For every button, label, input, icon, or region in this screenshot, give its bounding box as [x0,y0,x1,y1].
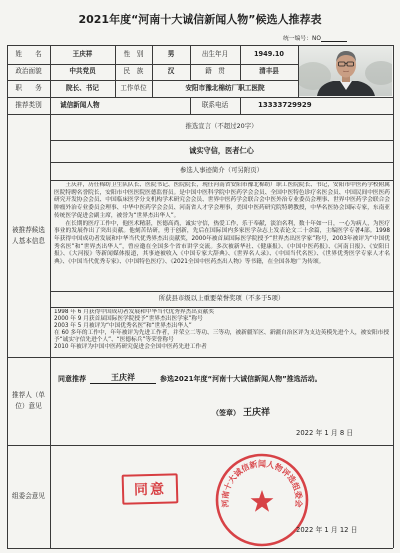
serial-blank[interactable] [321,36,347,42]
phone-value[interactable]: 13333729929 [258,101,312,110]
ethnic-label: 民 族 [123,67,144,76]
name-label: 姓 名 [15,49,42,58]
name-value[interactable]: 王庆祥 [72,49,93,58]
gender-value[interactable]: 男 [167,49,175,58]
position-label: 职 务 [15,83,42,92]
birth-label: 出生年月 [201,49,229,58]
recommender-signature [212,404,270,418]
sign-label: （签章） [212,409,240,417]
party-label: 政治面貌 [15,67,42,76]
recommend-text-after: 参选2021年度“河南十大诚信新闻人物”推选活动。 [160,375,322,383]
phone-label: 联系电话 [201,100,229,109]
list-item: 2003 年 5 月被评为“中国优秀名医”和“世界杰出华人” [54,323,192,329]
list-item: 2010 年被评为中国中医药研究促进会全国中医药先进工作者 [54,344,207,350]
birth-value[interactable]: 1949.10 [253,49,285,58]
gender-label: 性 别 [123,49,144,58]
employer-label: 工作单位 [120,83,147,92]
recommend-text-before: 同意推荐 [58,375,86,383]
deeds-header: 参选人事迹简介（可另附页） [179,166,264,175]
candidate-name-field[interactable]: 王庆祥 [90,372,156,384]
deeds-paragraph: 王庆祥，历任棉纺卫生队队长、医院书记、医院院长，现任河南省安阳市豫北棉纺厂职工医院院长、书记，安阳市中医药学校附属医院特聘名誉院长，安阳市中医医院医德监督员。是中国中医科学院中医药学会会员、全国中医特色诊疗名医会员、中国民间中医医药研究开发协会会员、中国临床医学分支机构学术研究会会员、世界中医药学会联合会中医外治专业委员会理事、世界中医药学会联合会肿瘤外治专业委员会理事、中华中医药学会会员、河南省人才学会理事，美国中医药研究院特聘教授，中华名医协会国际专家，东南亚传统医学促进会副主席，被誉为“世界杰出华人”。 [54,182,390,219]
committee-label: 组委会意见 [12,492,45,501]
deeds-body[interactable] [54,182,390,290]
seal-star-icon [251,490,274,512]
position-value[interactable]: 院长、书记 [66,83,99,92]
recommender-label: 推荐人（单位）意见 [12,391,45,410]
category-value[interactable]: 诚信新闻人物 [60,100,100,109]
serial-number [283,33,347,42]
declaration-text[interactable]: 诚实守信，医者仁心 [189,145,254,155]
list-item: 在 60 多年的工作中，年年被评为先进工作者，并荣立二等功、三等功，被新疆军区、新疆自治区评为支边英模先进个人，被安阳市授予“诚实守信先进个人”、“医德标兵”等荣誉称号 [54,330,390,343]
list-item: 2000 年 9 月获首届国际医学院授予“世界杰出医学家”称号 [54,316,203,322]
committee-date[interactable]: 2022 年 1 月 12 日 [296,526,358,534]
ethnic-value[interactable]: 汉 [167,67,175,76]
origin-value[interactable]: 清丰县 [259,67,279,76]
origin-label: 籍 贯 [205,67,225,76]
seal-text: 河南十大诚信新闻人物评选组委会 [220,459,304,508]
honors-list[interactable] [54,309,390,356]
declaration-header: 推选宣言（不超过20字） [185,122,258,131]
section-label-candidate-info: 被推荐候选人基本信息 [12,225,45,245]
recommend-statement [58,372,390,384]
category-label: 推荐类别 [15,100,42,109]
list-item: 1998 年 6 月获得中国成功者发展和中华当代优秀界杰出贡献奖 [54,309,215,315]
approval-stamp: 同意 [122,473,179,504]
deeds-paragraph: 在长期的医疗工作中，他医术精湛，医德高尚，诚实守信，热爱工作，乐于奉献，淡泊名利，数十年如一日，一心为病人，为医疗事业的发展作出了突出贡献。他刻苦钻研，勇于创新，先后在国际国内多家医学杂志上发表论文二十余篇，主编医学专著4部。1998年获得中国成功者发展和中华当代优秀界杰出贡献奖，2000年被首届国际医学院授予“世界杰出医学家”称号，2003年被评为“中国优秀名医”和“世界杰出华人”，曾应邀在全国多个省市讲学交流。多次被新华社、《健康报》、《中国中医药报》、《河南日报》、《安阳日报》、《大河报》等新闻媒体报道，其事迹被收入《中国专家大辞典》、《世界名人录》、《中国当代名医》、《世界优秀医学专家人才名典》、《中国当代优秀专家》、《中国特色医疗》、《2021全国中医药杰出人物》等书籍，在全国各地广为传颂。 [54,220,390,266]
party-value[interactable]: 中共党员 [69,67,96,76]
honors-header: 所获县市级以上重要荣誉奖项（不多于5项） [158,294,285,303]
serial-label: 统一编号：NO [283,36,321,42]
candidate-photo [299,46,392,96]
signature[interactable]: 王庆祥 [243,408,271,418]
recommender-date[interactable]: 2022 年 1 月 8 日 [296,429,354,437]
form-title: 2021年度“河南十大诚信新闻人物”候选人推荐表 [78,13,322,26]
employer-value[interactable]: 安阳市豫北棉纺厂职工医院 [185,83,265,92]
